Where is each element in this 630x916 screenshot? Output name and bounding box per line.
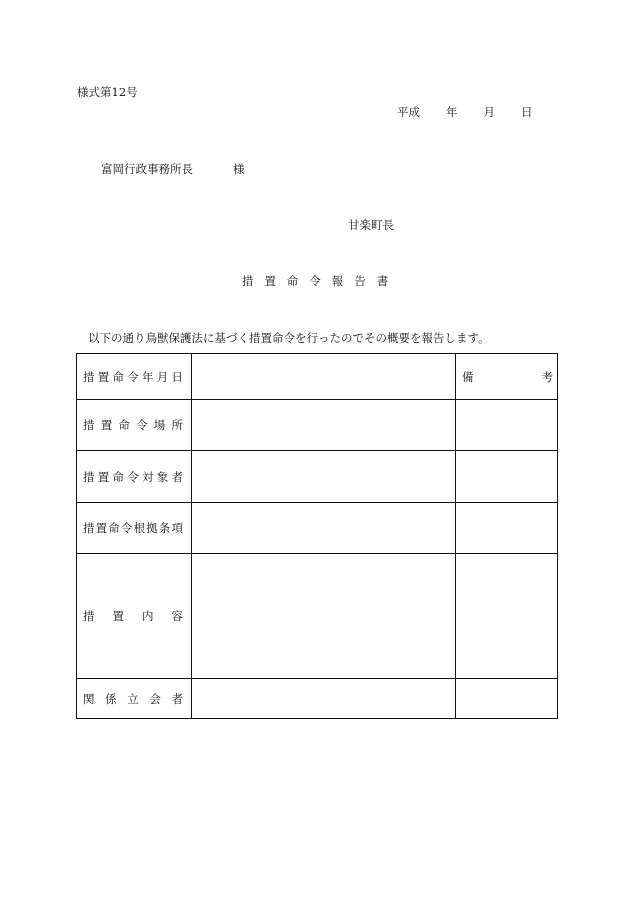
label-char: 措 bbox=[83, 469, 95, 484]
label-char: 場 bbox=[153, 418, 166, 432]
label-char: 係 bbox=[105, 691, 117, 706]
document-title bbox=[0, 273, 630, 289]
row-label bbox=[77, 354, 192, 400]
row-label bbox=[77, 400, 192, 451]
label-char: 命 bbox=[112, 369, 124, 384]
label-char: 容 bbox=[171, 609, 183, 623]
title-char: 置 bbox=[264, 274, 276, 288]
value-cell[interactable] bbox=[192, 503, 456, 554]
sender: 甘楽町長 bbox=[348, 218, 394, 232]
remarks-cell[interactable] bbox=[456, 679, 558, 719]
date-line bbox=[397, 104, 533, 120]
table-row bbox=[77, 451, 558, 503]
value-cell[interactable] bbox=[192, 354, 456, 400]
label-char: 令 bbox=[127, 369, 139, 384]
label-char: 者 bbox=[171, 469, 183, 484]
date-month-unit: 月 bbox=[483, 105, 495, 119]
label-char: 所 bbox=[171, 418, 183, 432]
value-cell[interactable] bbox=[192, 554, 456, 679]
label-char: 条 bbox=[158, 521, 171, 535]
title-char: 措 bbox=[241, 274, 254, 288]
value-cell[interactable] bbox=[192, 400, 456, 451]
report-table bbox=[76, 353, 558, 719]
remarks-cell[interactable] bbox=[456, 400, 558, 451]
label-char: 措 bbox=[83, 418, 95, 432]
label-char: 根 bbox=[133, 521, 146, 535]
label-char: 措 bbox=[83, 521, 95, 535]
title-char: 命 bbox=[286, 274, 299, 288]
value-cell[interactable] bbox=[192, 451, 456, 503]
label-char: 内 bbox=[142, 609, 154, 623]
remarks-header-cell bbox=[456, 354, 558, 400]
label-char: 命 bbox=[118, 418, 130, 432]
label-char: 立 bbox=[127, 691, 139, 706]
label-char: 項 bbox=[171, 521, 183, 535]
label-char: 命 bbox=[108, 521, 120, 535]
table-row bbox=[77, 679, 558, 719]
table-row bbox=[77, 554, 558, 679]
label-char: 関 bbox=[83, 691, 95, 706]
label-char: 置 bbox=[100, 418, 113, 432]
intro-text: 以下の通り鳥獣保護法に基づく措置命令を行ったのでその概要を報告します。 bbox=[88, 331, 490, 345]
label-char: 令 bbox=[120, 521, 133, 535]
addressee-honorific: 様 bbox=[233, 162, 245, 176]
row-label bbox=[77, 503, 192, 554]
label-char: 日 bbox=[171, 369, 183, 384]
label-char: 象 bbox=[156, 469, 169, 484]
title-char: 令 bbox=[309, 274, 321, 288]
label-char: 置 bbox=[97, 469, 110, 484]
label-char: 置 bbox=[95, 521, 108, 535]
label-char: 対 bbox=[142, 469, 154, 484]
remarks-header-char: 備 bbox=[462, 369, 474, 384]
title-char: 書 bbox=[376, 274, 389, 288]
label-char: 令 bbox=[127, 469, 139, 484]
label-char: 措 bbox=[83, 609, 95, 623]
remarks-header-char: 考 bbox=[541, 369, 553, 384]
remarks-cell[interactable] bbox=[456, 451, 558, 503]
label-char: 置 bbox=[97, 369, 110, 384]
addressee-name: 富岡行政事務所長 bbox=[101, 162, 193, 176]
remarks-cell[interactable] bbox=[456, 503, 558, 554]
value-cell[interactable] bbox=[192, 679, 456, 719]
title-char: 報 bbox=[331, 274, 344, 288]
addressee bbox=[101, 161, 245, 177]
table-row bbox=[77, 354, 558, 400]
row-label bbox=[77, 554, 192, 679]
label-char: 令 bbox=[136, 418, 148, 432]
label-char: 月 bbox=[156, 369, 169, 384]
label-char: 措 bbox=[83, 369, 95, 384]
label-char: 年 bbox=[142, 369, 154, 384]
row-label bbox=[77, 451, 192, 503]
table-row bbox=[77, 503, 558, 554]
table-row bbox=[77, 400, 558, 451]
label-char: 拠 bbox=[146, 521, 158, 535]
label-char: 置 bbox=[112, 609, 124, 623]
date-day-unit: 日 bbox=[521, 105, 533, 119]
label-char: 会 bbox=[149, 691, 161, 706]
remarks-cell[interactable] bbox=[456, 554, 558, 679]
form-number: 様式第12号 bbox=[77, 85, 138, 99]
label-char: 命 bbox=[112, 469, 124, 484]
title-char: 告 bbox=[354, 274, 366, 288]
row-label bbox=[77, 679, 192, 719]
label-char: 者 bbox=[171, 691, 183, 706]
date-era: 平成 bbox=[397, 105, 420, 119]
date-year-unit: 年 bbox=[446, 105, 458, 119]
